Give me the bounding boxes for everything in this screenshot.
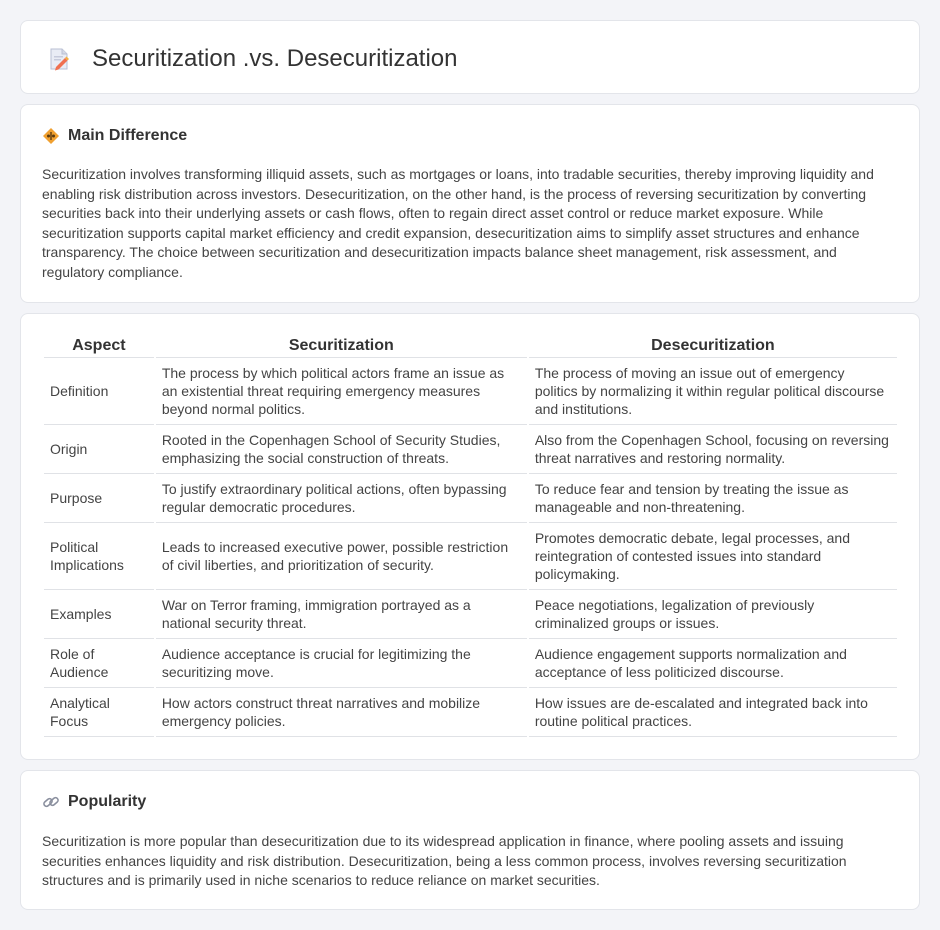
- popularity-header: [42, 793, 146, 811]
- row-securitization: War on Terror framing, immigration portrayed as a national security threat.: [156, 590, 527, 639]
- main-difference-section: [20, 104, 920, 303]
- row-aspect: Political Implications: [44, 523, 154, 590]
- table-row: [44, 639, 897, 688]
- row-desecuritization: Also from the Copenhagen School, focusing on reversing threat narratives and restoring normality.: [529, 425, 897, 474]
- popularity-text: Securitization is more popular than desecuritization due to its widespread application in finance, where pooling assets and issuing securities enhances liquidity and risk distribution. Desecuritization, being a less common process, involves reversing securitization structures and is primarily used in niche scenarios to reduce reliance on market securities.: [42, 833, 847, 888]
- row-desecuritization: Promotes democratic debate, legal processes, and reintegration of contested issues into standard policymaking.: [529, 523, 897, 590]
- row-securitization: Audience acceptance is crucial for legitimizing the securitizing move.: [156, 639, 527, 688]
- table-row: [44, 590, 897, 639]
- comparison-table: [42, 336, 899, 737]
- main-difference-header: [42, 127, 187, 145]
- popularity-section: [20, 770, 920, 910]
- row-desecuritization: Peace negotiations, legalization of previously criminalized groups or issues.: [529, 590, 897, 639]
- row-aspect: Examples: [44, 590, 154, 639]
- row-securitization: The process by which political actors frame an issue as an existential threat requiring emergency measures beyond normal politics.: [156, 358, 527, 425]
- header-desecuritization: Desecuritization: [529, 336, 897, 358]
- header-securitization: Securitization: [156, 336, 527, 358]
- row-desecuritization: How issues are de-escalated and integrated back into routine political practices.: [529, 688, 897, 737]
- row-aspect: Origin: [44, 425, 154, 474]
- header-aspect: Aspect: [44, 336, 154, 358]
- popularity-heading: Popularity: [68, 793, 147, 810]
- road-sign-icon: [42, 127, 60, 145]
- row-aspect: Role of Audience: [44, 639, 154, 688]
- link-icon: [42, 793, 60, 811]
- header-card: [20, 20, 920, 94]
- row-desecuritization: Audience engagement supports normalization and acceptance of less politicized discourse.: [529, 639, 897, 688]
- table-row: [44, 688, 897, 737]
- row-aspect: Purpose: [44, 474, 154, 523]
- main-difference-text: Securitization involves transforming illiquid assets, such as mortgages or loans, into tradable securities, thereby improving liquidity and enabling risk distribution across investors. Desecuritization, on the other hand, is the process of reversing securitization by converting securities back into their underlying assets or cash flows, often to regain direct asset control or reduce market exposure. While securitization supports capital market efficiency and credit expansion, desecuritization aims to simplify asset structures and enhance transparency. The choice between securitization and desecuritization impacts balance sheet management, risk assessment, and regulatory compliance.: [42, 166, 874, 280]
- row-securitization: Leads to increased executive power, possible restriction of civil liberties, and prioritization of security.: [156, 523, 527, 590]
- table-row: [44, 358, 897, 425]
- row-aspect: Analytical Focus: [44, 688, 154, 737]
- table-row: [44, 474, 897, 523]
- row-securitization: To justify extraordinary political actions, often bypassing regular democratic procedures.: [156, 474, 527, 523]
- row-aspect: Definition: [44, 358, 154, 425]
- comparison-section: [20, 313, 920, 760]
- row-securitization: How actors construct threat narratives and mobilize emergency policies.: [156, 688, 527, 737]
- main-difference-heading: Main Difference: [68, 127, 188, 144]
- table-row: [44, 425, 897, 474]
- table-row: [44, 523, 897, 590]
- row-desecuritization: The process of moving an issue out of emergency politics by normalizing it within regular political discourse and institutions.: [529, 358, 897, 425]
- table-header-row: [44, 336, 897, 358]
- row-securitization: Rooted in the Copenhagen School of Security Studies, emphasizing the social construction of threats.: [156, 425, 527, 474]
- document-edit-icon: [48, 47, 70, 71]
- row-desecuritization: To reduce fear and tension by treating the issue as manageable and non-threatening.: [529, 474, 897, 523]
- page-title: Securitization .vs. Desecuritization: [92, 45, 458, 72]
